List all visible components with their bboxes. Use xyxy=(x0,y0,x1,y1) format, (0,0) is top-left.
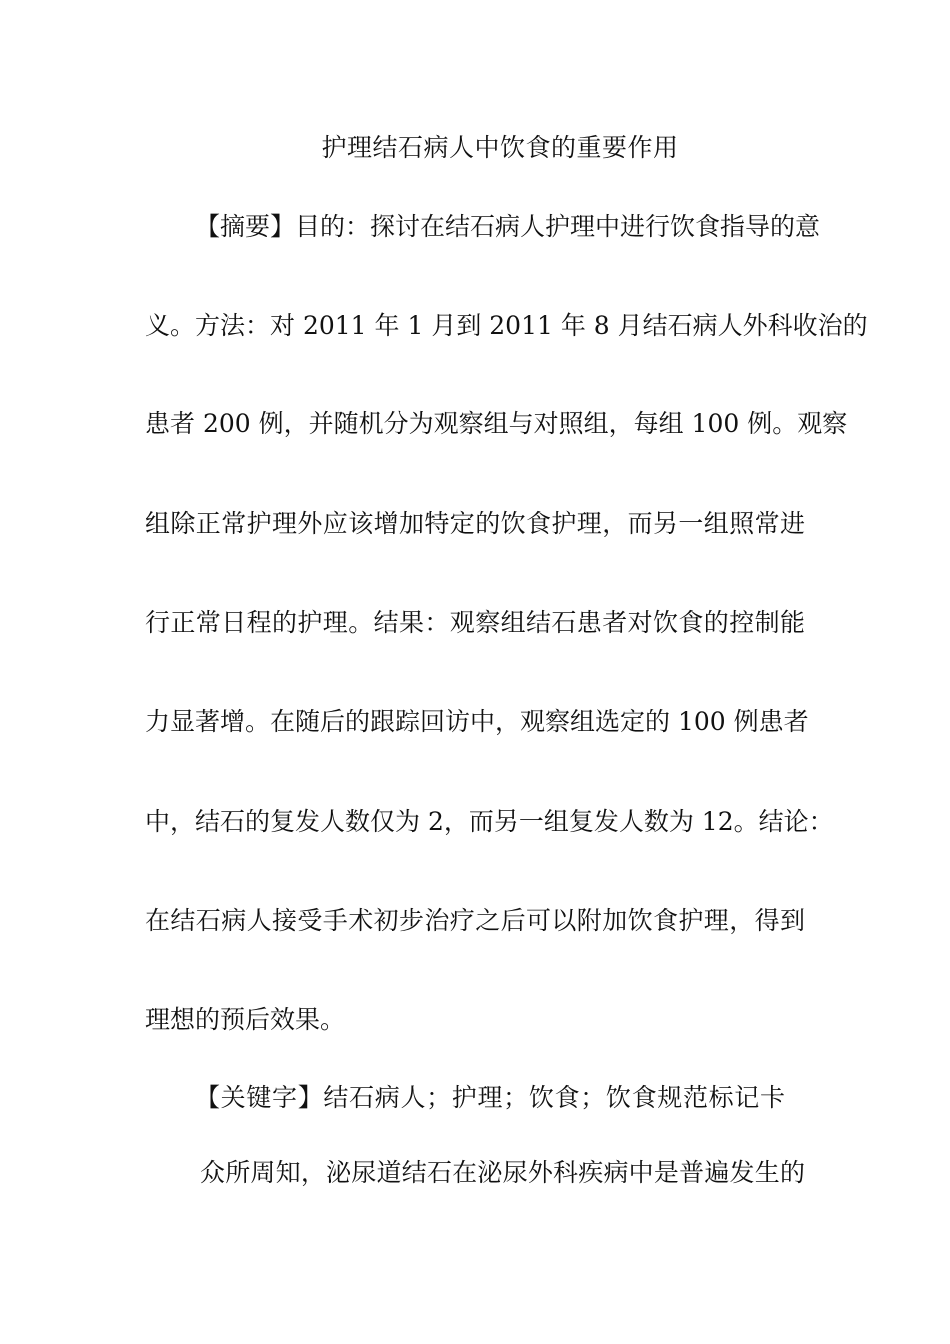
abstract-line: 理想的预后效果。 xyxy=(145,1005,346,1034)
abstract-line: 中，结石的复发人数仅为 2，而另一组复发人数为 12。结论： xyxy=(145,807,834,836)
abstract-line: 义。方法：对 2011 年 1 月到 2011 年 8 月结石病人外科收治的 xyxy=(145,311,868,340)
abstract-line: 患者 200 例，并随机分为观察组与对照组，每组 100 例。观察 xyxy=(145,409,848,438)
abstract-line: 力显著增。在随后的跟踪回访中，观察组选定的 100 例患者 xyxy=(145,707,809,736)
abstract-line: 【摘要】目的：探讨在结石病人护理中进行饮食指导的意 xyxy=(195,212,821,241)
document-title: 护理结石病人中饮食的重要作用 xyxy=(321,133,679,162)
keywords-line: 【关键字】结石病人；护理；饮食；饮食规范标记卡 xyxy=(195,1083,785,1112)
abstract-line: 组除正常护理外应该增加特定的饮食护理，而另一组照常进 xyxy=(145,509,805,538)
abstract-line: 行正常日程的护理。结果：观察组结石患者对饮食的控制能 xyxy=(145,608,805,637)
abstract-line: 在结石病人接受手术初步治疗之后可以附加饮食护理，得到 xyxy=(145,906,805,935)
body-paragraph-line: 众所周知，泌尿道结石在泌尿外科疾病中是普遍发生的 xyxy=(200,1158,805,1187)
